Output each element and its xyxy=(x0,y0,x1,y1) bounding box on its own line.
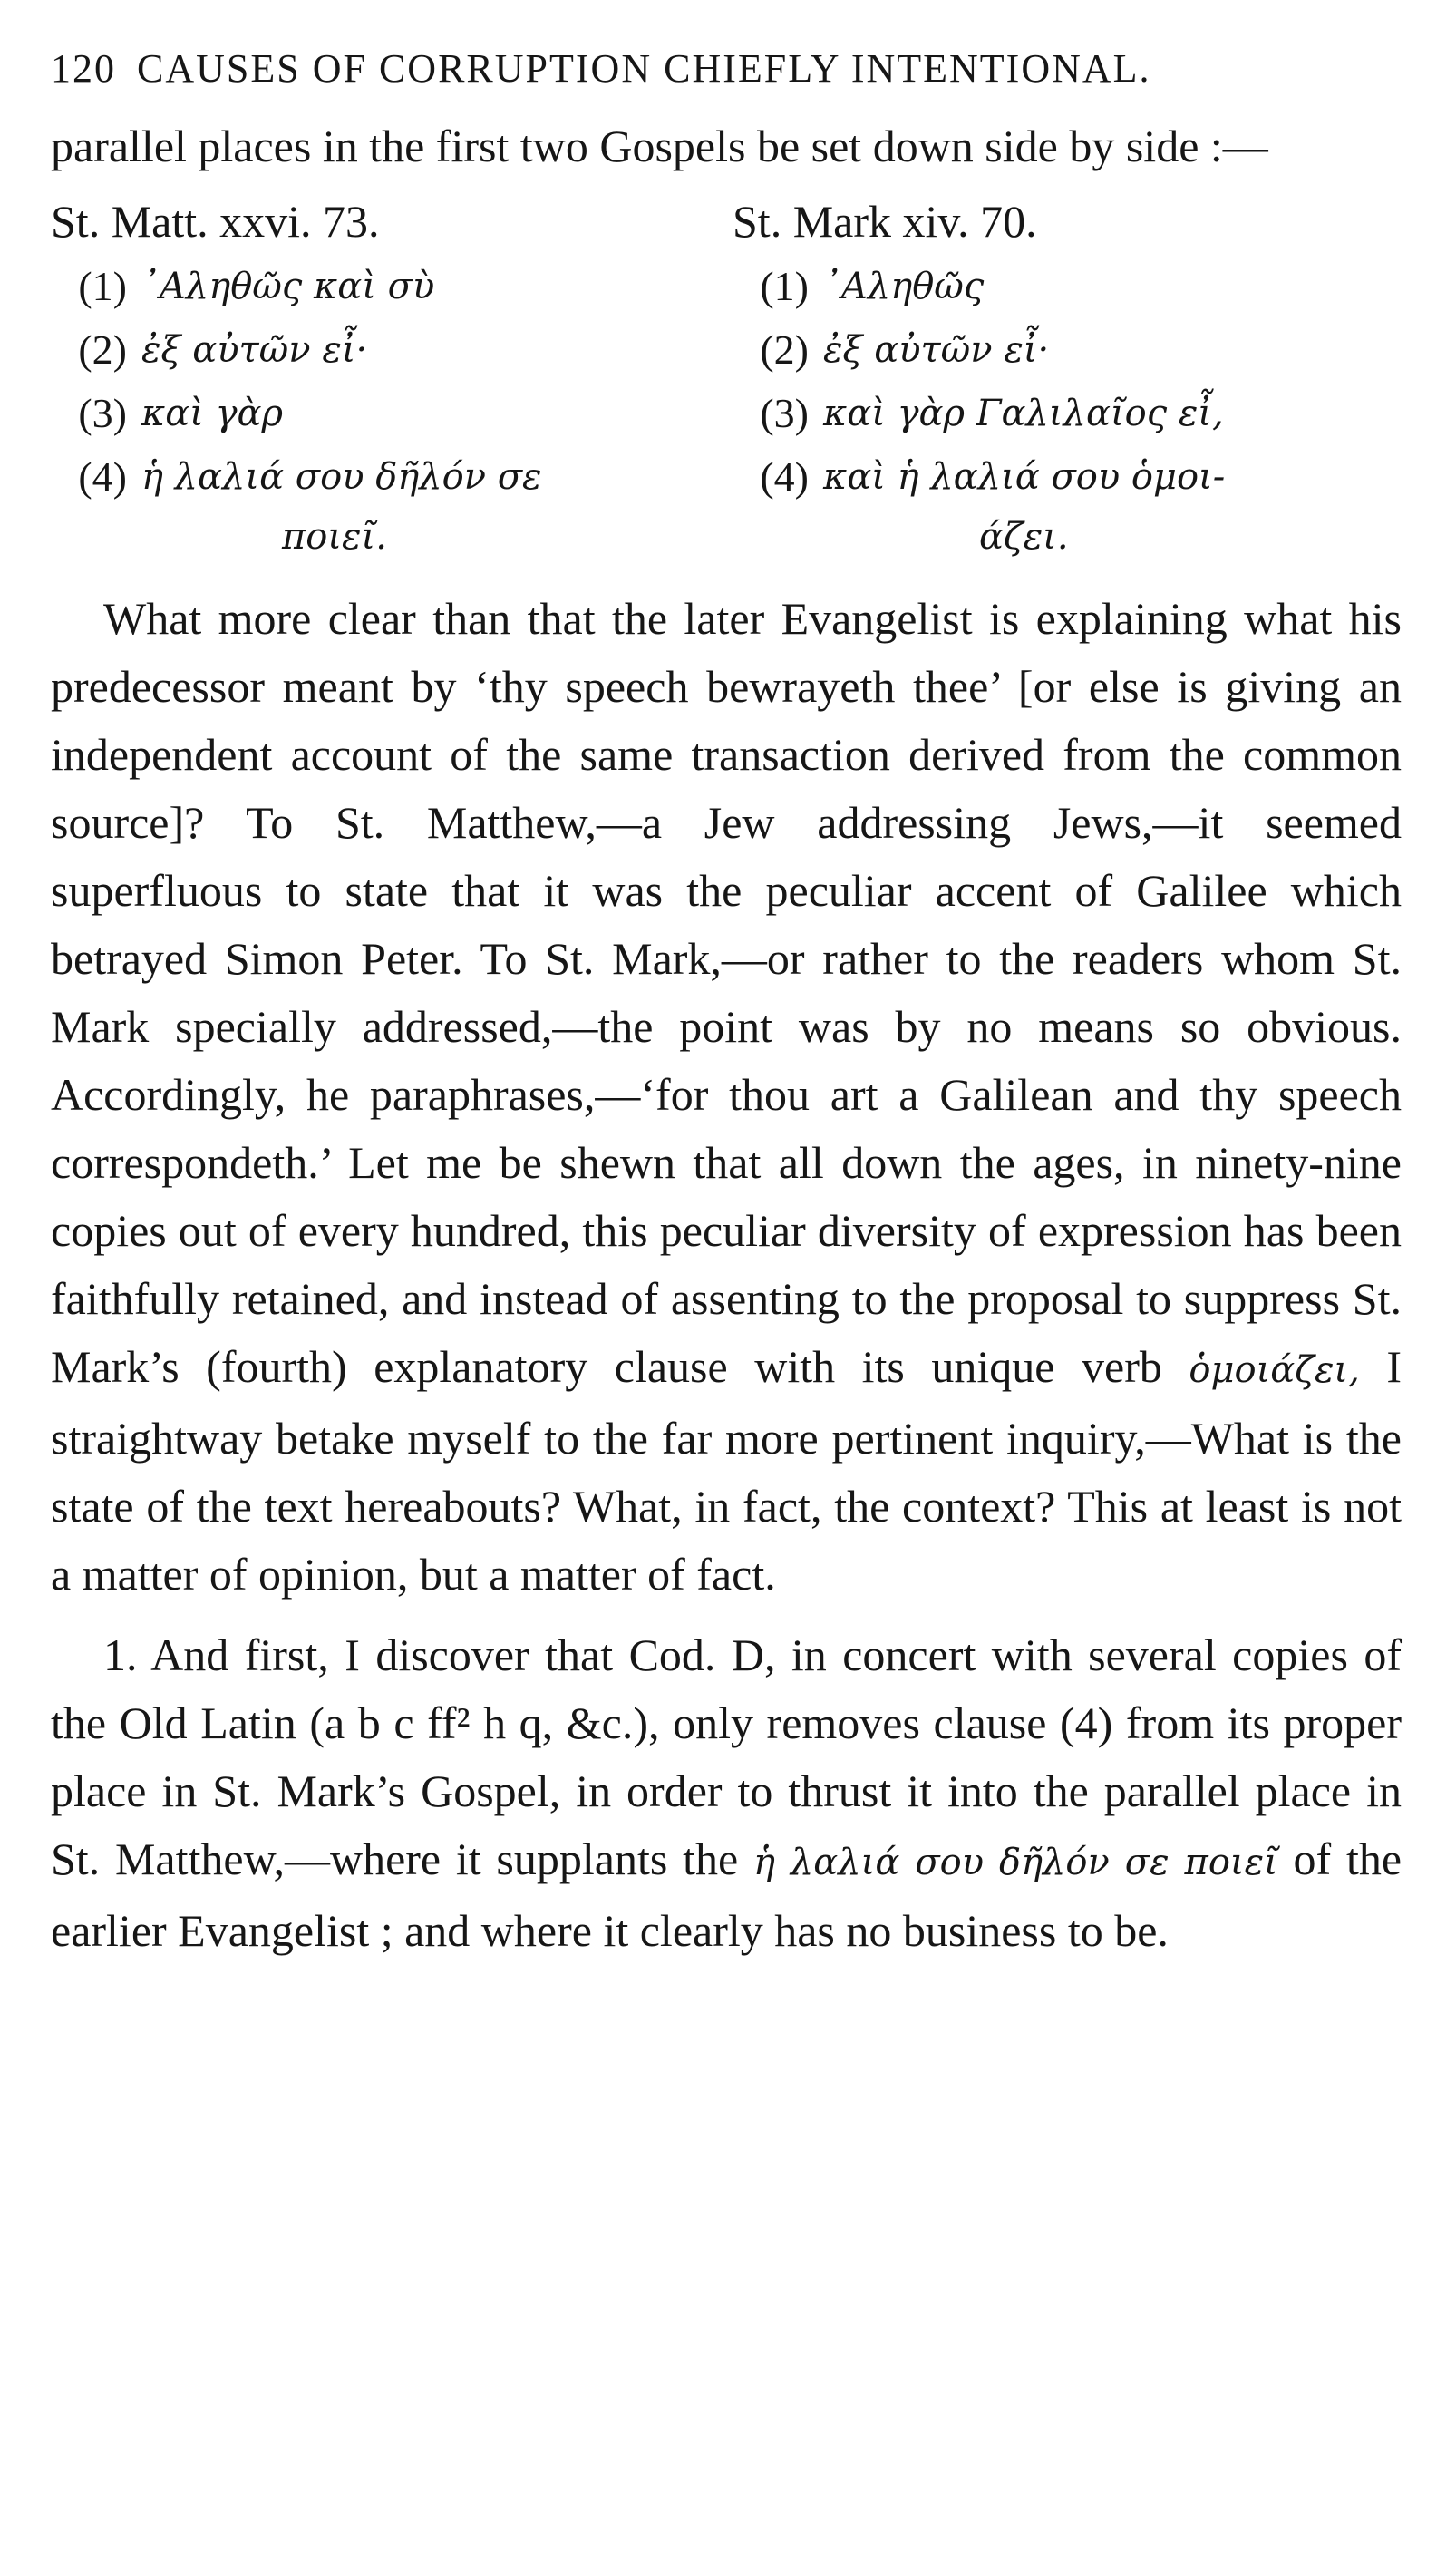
parallel-columns xyxy=(51,190,1402,565)
matthew-clause-3 xyxy=(51,382,733,445)
body-paragraph-1 xyxy=(51,585,1402,1609)
running-head xyxy=(51,45,1402,92)
clause-text: ᾿Αληθῶς xyxy=(823,266,985,307)
matthew-clause-4-continuation: ποιεῖ. xyxy=(282,516,387,558)
clause-text: ἐξ αὐτῶν εἶ· xyxy=(823,329,1050,371)
page-number: 120 xyxy=(51,46,116,91)
clause-number: (4) xyxy=(78,453,127,500)
matthew-clause-2 xyxy=(51,318,733,382)
clause-text: ᾿Αληθῶς καὶ σὺ xyxy=(141,266,435,307)
mark-reference: St. Mark xiv. 70. xyxy=(733,196,1037,247)
paragraph-text: 1. And first, I discover that Cod. D, in concert with several copies of the Old Latin (a b c ff² h q, &c.), only removes clause (4) from its proper place in St. Mark’s Gospel, in order to thrust it into the parallel place in St. Matthew,—where it supplants the xyxy=(51,1629,1402,1884)
paragraph-text: of the earlier Evangelist ; and where it clearly has no business to be. xyxy=(51,1834,1403,1956)
clause-text: καὶ γὰρ xyxy=(141,393,284,434)
clause-number: (2) xyxy=(78,326,127,373)
clause-number: (2) xyxy=(760,326,809,373)
running-title: CAUSES OF CORRUPTION CHIEFLY INTENTIONAL. xyxy=(137,46,1151,91)
intro-paragraph: parallel places in the first two Gospels be set down side by side :— xyxy=(51,121,1268,171)
mark-clause-4-continuation: άζει. xyxy=(979,516,1069,558)
clause-number: (1) xyxy=(78,263,127,309)
clause-number: (3) xyxy=(760,390,809,436)
mark-clause-4 xyxy=(733,445,1402,509)
clause-text: καὶ ἡ λαλιά σου ὁμοι- xyxy=(823,456,1226,498)
mark-clause-1 xyxy=(733,255,1402,318)
clause-text: καὶ γὰρ Γαλιλαῖος εἶ, xyxy=(823,393,1224,434)
body-paragraph-2 xyxy=(51,1621,1402,1965)
book-page xyxy=(51,45,1402,1965)
greek-phrase: ἡ λαλιά σου δῆλόν σε ποιεῖ xyxy=(752,1842,1278,1883)
matthew-column xyxy=(51,190,733,565)
paragraph-text: I straightway betake myself to the far more pertinent inquiry,—What is the state of the text hereabouts? What, in fact, the context? This at least is not a matter of opinion, but a matter of fact. xyxy=(51,1341,1403,1600)
paragraph-text: What more clear than that the later Evangelist is explaining what his predecessor meant by ‘thy speech bewrayeth thee’ [or else is giving an independent account of the same transaction derived from the common source]? To St. Matthew,—a Jew addressing Jews,—it seemed superfluous to state that it was the peculiar accent of Galilee which betrayed Simon Peter. To St. Mark,—or rather to the readers whom St. Mark specially addressed,—the point was by no means so obvious. Accordingly, he paraphrases,—‘for thou art a Galilean and thy speech correspondeth.’ Let me be shewn that all down the ages, in ninety-nine copies out of every hundred, this peculiar diversity of expression has been faithfully retained, and instead of assenting to the proposal to suppress St. Mark’s (fourth) explanatory clause with its unique verb xyxy=(51,593,1402,1392)
matthew-reference: St. Matt. xxvi. 73. xyxy=(51,196,380,247)
clause-number: (3) xyxy=(78,390,127,436)
mark-clause-2 xyxy=(733,318,1402,382)
clause-number: (4) xyxy=(760,453,809,500)
clause-text: ἡ λαλιά σου δῆλόν σε xyxy=(141,456,542,498)
greek-verb: ὁμοιάζει, xyxy=(1189,1349,1360,1391)
mark-clause-3 xyxy=(733,382,1402,445)
clause-text: ἐξ αὐτῶν εἶ· xyxy=(141,329,368,371)
clause-number: (1) xyxy=(760,263,809,309)
matthew-clause-4 xyxy=(51,445,733,509)
matthew-clause-1 xyxy=(51,255,733,318)
mark-column xyxy=(733,190,1402,565)
